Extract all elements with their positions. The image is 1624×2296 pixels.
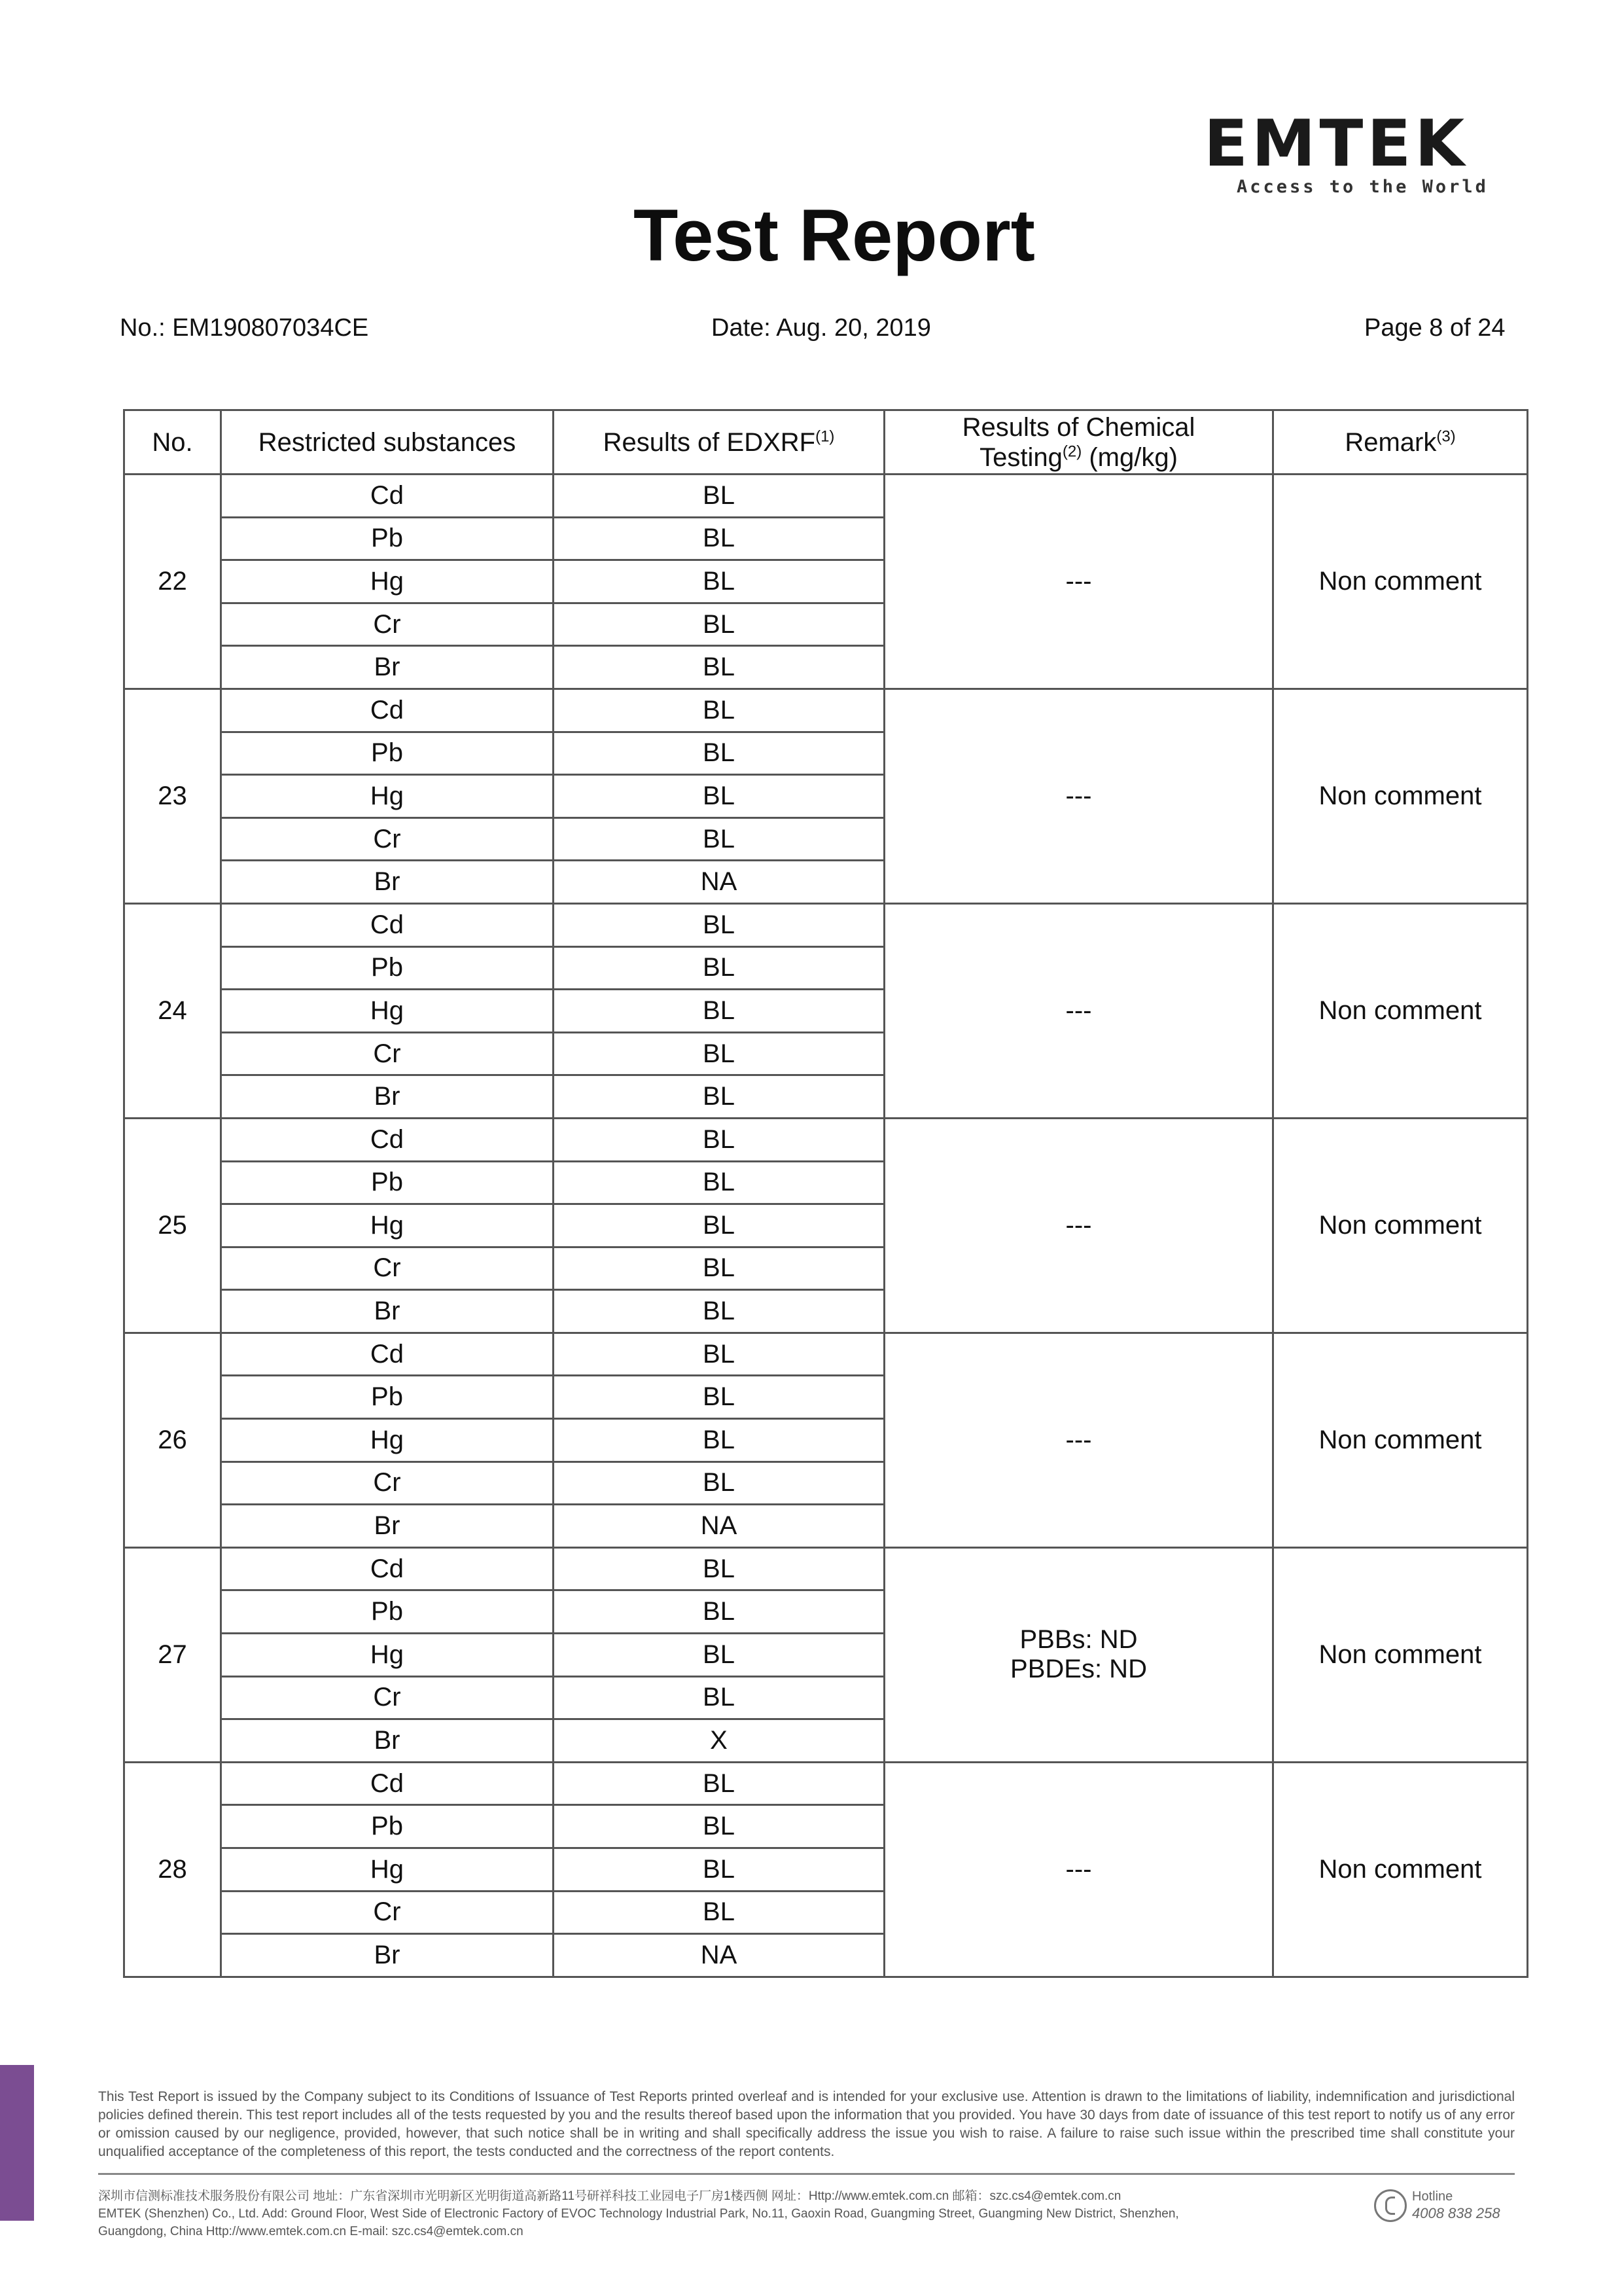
substance-cell: Pb [221, 946, 554, 990]
substance-cell: Pb [221, 1805, 554, 1848]
edxrf-result-cell: BL [554, 946, 885, 990]
edxrf-result-cell: BL [554, 817, 885, 861]
item-number: 27 [124, 1547, 221, 1762]
edxrf-result-cell: X [554, 1719, 885, 1763]
remark-cell: Non comment [1273, 1333, 1528, 1547]
substance-cell: Pb [221, 1590, 554, 1634]
emtek-logo [1204, 108, 1505, 206]
chemical-result-line: PBDEs: ND [1010, 1655, 1147, 1684]
edxrf-result-cell: BL [554, 1032, 885, 1075]
edxrf-result-cell: BL [554, 1161, 885, 1204]
side-color-bar [0, 2065, 34, 2221]
edxrf-result-cell: BL [554, 1462, 885, 1505]
item-number: 28 [124, 1762, 221, 1977]
table-row [124, 1333, 1528, 1376]
chemical-result-line: --- [1065, 1425, 1092, 1454]
item-number: 23 [124, 689, 221, 903]
substance-cell: Cr [221, 817, 554, 861]
item-number: 24 [124, 903, 221, 1118]
substance-cell: Cd [221, 1118, 554, 1161]
chemical-result-cell [885, 1333, 1273, 1547]
edxrf-result-cell: BL [554, 646, 885, 689]
remark-cell: Non comment [1273, 475, 1528, 689]
substance-cell: Hg [221, 775, 554, 818]
remark-cell: Non comment [1273, 903, 1528, 1118]
remark-cell: Non comment [1273, 1762, 1528, 1977]
report-number: No.: EM190807034CE [120, 314, 369, 342]
logo-text: EMTEK [1204, 107, 1469, 181]
edxrf-result-cell: BL [554, 732, 885, 775]
contact-english: EMTEK (Shenzhen) Co., Ltd. Add: Ground Floor, West Side of Electronic Factory of EVOC Technology Industrial Park, No.11, Gaoxin Road, Guangming Street, Guangming New District, Shenzhen, [98, 2207, 1179, 2221]
table-row [124, 689, 1528, 732]
substance-cell: Br [221, 1719, 554, 1763]
chemical-result-line: --- [1065, 781, 1092, 810]
item-number: 26 [124, 1333, 221, 1547]
substance-cell: Hg [221, 560, 554, 603]
substance-cell: Br [221, 1934, 554, 1977]
remark-cell: Non comment [1273, 689, 1528, 903]
substance-cell: Br [221, 1290, 554, 1333]
edxrf-result-cell: BL [554, 1118, 885, 1161]
edxrf-result-cell: BL [554, 775, 885, 818]
edxrf-result-cell: BL [554, 603, 885, 646]
contact-info [98, 2187, 1374, 2240]
header-edxrf: Results of EDXRF$^{(1)}$ [554, 410, 885, 475]
header-substances: Restricted substances [221, 410, 554, 475]
edxrf-result-cell: BL [554, 1376, 885, 1419]
disclaimer-text: This Test Report is issued by the Company subject to its Conditions of Issuance of Test Reports printed overleaf and is intended for your exclusive use. Attention is drawn to the limitations of liability, indemnification and jurisdictional policies defined therein. This test report includes all of the tests requested by you and the results thereof based upon the information that you provided. You have 30 days from date of issuance of this test report to notify us of any error or omission caused by our negligence, provided, however, that such notice shall be in writing and shall specifically address the issue you wish to raise. A failure to raise such issue within the prescribed time shall constitute your unqualified acceptance of the completeness of this report, the tests conducted and the correctness of the report contents. [98, 2089, 1515, 2159]
chemical-result-cell [885, 903, 1273, 1118]
edxrf-result-cell: BL [554, 1547, 885, 1590]
substance-cell: Pb [221, 1161, 554, 1204]
page-number: Page 8 of 24 [1364, 314, 1506, 342]
chemical-result-line: --- [1065, 1210, 1092, 1240]
chemical-result-line: --- [1065, 1854, 1092, 1884]
substance-cell: Cd [221, 1547, 554, 1590]
logo-tagline: Access to the World [1237, 177, 1489, 197]
edxrf-result-cell: NA [554, 1934, 885, 1977]
item-number: 25 [124, 1118, 221, 1333]
table-row [124, 475, 1528, 518]
contact-chinese: 深圳市信测标准技术服务股份有限公司 地址：广东省深圳市光明新区光明街道高新路11号研祥科技工业园电子厂房1楼西侧 网址：Http://www.emtek.com.cn 邮箱：szc.cs4@emtek.com.cn [98, 2189, 1121, 2203]
edxrf-result-cell: BL [554, 1891, 885, 1934]
table-row [124, 1547, 1528, 1590]
chemical-result-line: PBBs: ND [1019, 1625, 1138, 1655]
table-row [124, 1762, 1528, 1805]
substance-cell: Hg [221, 1204, 554, 1247]
substance-cell: Hg [221, 990, 554, 1033]
substance-cell: Cr [221, 1462, 554, 1505]
substance-cell: Cd [221, 475, 554, 518]
edxrf-result-cell: BL [554, 1634, 885, 1677]
edxrf-result-cell: BL [554, 517, 885, 560]
edxrf-result-cell: BL [554, 1333, 885, 1376]
substance-cell: Hg [221, 1634, 554, 1677]
substance-cell: Cd [221, 903, 554, 946]
substance-cell: Hg [221, 1848, 554, 1892]
chemical-result-line: --- [1065, 996, 1092, 1025]
results-table [123, 409, 1528, 1978]
edxrf-result-cell: BL [554, 903, 885, 946]
edxrf-result-cell: BL [554, 1762, 885, 1805]
edxrf-result-cell: BL [554, 1290, 885, 1333]
edxrf-result-cell: BL [554, 560, 885, 603]
edxrf-result-cell: BL [554, 990, 885, 1033]
substance-cell: Cd [221, 689, 554, 732]
header-remark: Remark$^{(3)}$ [1273, 410, 1528, 475]
table-row [124, 1118, 1528, 1161]
substance-cell: Cr [221, 1247, 554, 1290]
edxrf-result-cell: BL [554, 1676, 885, 1719]
header-no: No. [124, 410, 221, 475]
item-number: 22 [124, 475, 221, 689]
substance-cell: Br [221, 1075, 554, 1119]
footer-divider [98, 2173, 1515, 2175]
edxrf-result-cell: NA [554, 861, 885, 904]
edxrf-result-cell: BL [554, 689, 885, 732]
edxrf-result-cell: BL [554, 475, 885, 518]
contact-english-2: Guangdong, China Http://www.emtek.com.cn E-mail: szc.cs4@emtek.com.cn [98, 2225, 523, 2238]
chemical-result-cell [885, 1547, 1273, 1762]
edxrf-result-cell: BL [554, 1848, 885, 1892]
phone-icon [1374, 2189, 1407, 2222]
chemical-result-cell [885, 1762, 1273, 1977]
edxrf-result-cell: BL [554, 1805, 885, 1848]
substance-cell: Br [221, 1505, 554, 1548]
edxrf-result-cell: BL [554, 1075, 885, 1119]
remark-cell: Non comment [1273, 1547, 1528, 1762]
substance-cell: Pb [221, 517, 554, 560]
substance-cell: Cr [221, 1891, 554, 1934]
substance-cell: Pb [221, 1376, 554, 1419]
substance-cell: Hg [221, 1419, 554, 1462]
header-row [124, 410, 1528, 475]
substance-cell: Pb [221, 732, 554, 775]
chemical-result-line: --- [1065, 566, 1092, 596]
hotline [1374, 2189, 1525, 2229]
hotline-label: Hotline [1412, 2189, 1453, 2204]
report-date: Date: Aug. 20, 2019 [711, 314, 931, 342]
edxrf-result-cell: BL [554, 1419, 885, 1462]
hotline-number: 4008 838 258 [1412, 2205, 1500, 2221]
chemical-result-cell [885, 689, 1273, 903]
remark-cell: Non comment [1273, 1118, 1528, 1333]
substance-cell: Cr [221, 1676, 554, 1719]
substance-cell: Br [221, 861, 554, 904]
substance-cell: Cd [221, 1333, 554, 1376]
edxrf-result-cell: BL [554, 1247, 885, 1290]
substance-cell: Cr [221, 603, 554, 646]
substance-cell: Cr [221, 1032, 554, 1075]
header-chemical: Results of Chemical Testing$^{(2)}$ (mg/kg) [885, 410, 1273, 475]
chemical-result-cell [885, 475, 1273, 689]
substance-cell: Cd [221, 1762, 554, 1805]
substance-cell: Br [221, 646, 554, 689]
chemical-result-cell [885, 1118, 1273, 1333]
edxrf-result-cell: BL [554, 1590, 885, 1634]
page-title: Test Report [633, 194, 1035, 276]
edxrf-result-cell: BL [554, 1204, 885, 1247]
edxrf-result-cell: NA [554, 1505, 885, 1548]
table-row [124, 903, 1528, 946]
